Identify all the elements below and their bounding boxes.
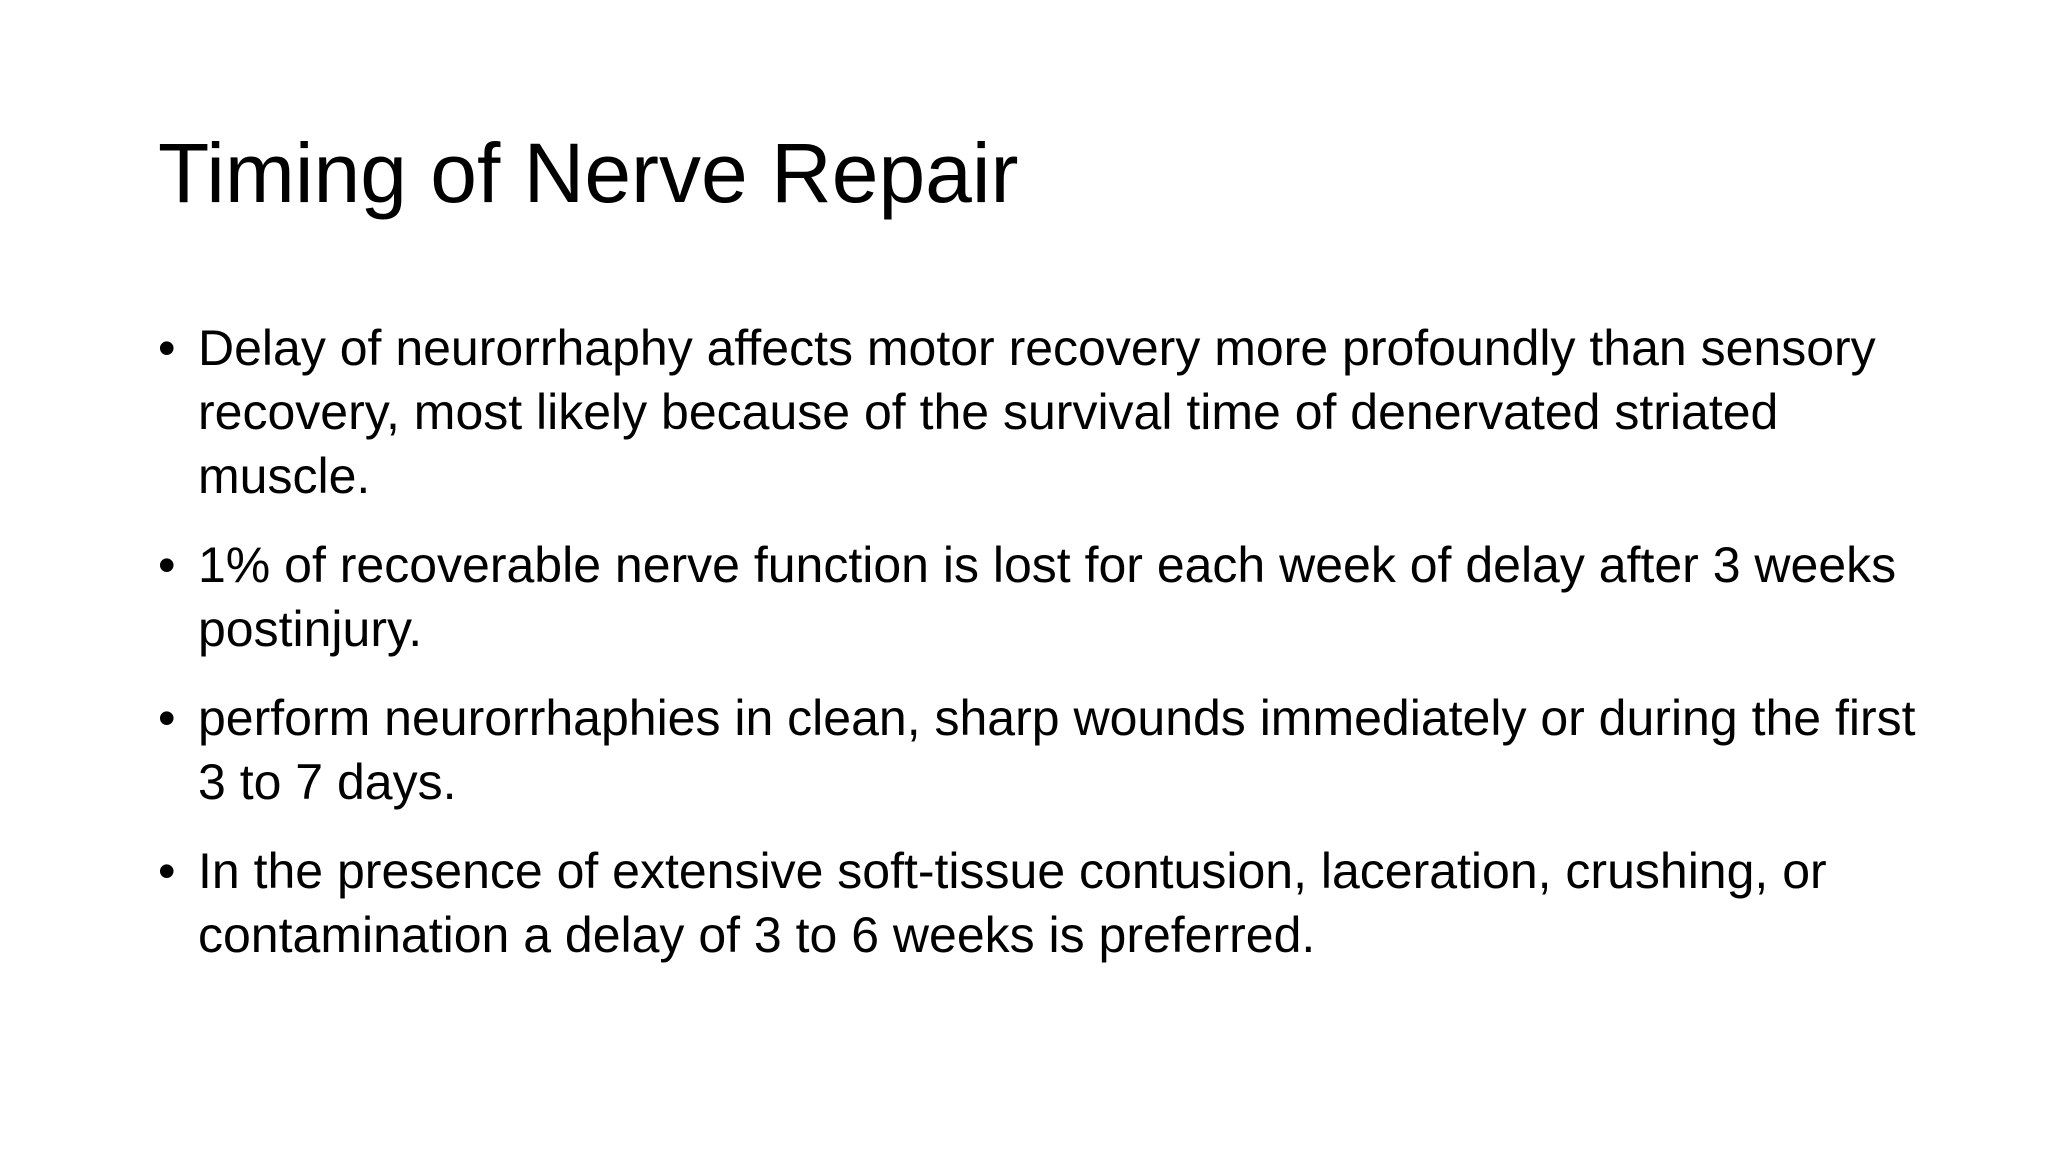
bullet-dot-icon: • (158, 843, 176, 899)
bullet-item (158, 533, 1918, 661)
bullet-dot-icon: • (158, 690, 176, 746)
bullet-text: 1% of recoverable nerve function is lost for each week of delay after 3 weeks postinjury. (198, 537, 1897, 657)
bullet-dot-icon: • (158, 537, 176, 593)
bullet-text: In the presence of extensive soft-tissue contusion, laceration, crushing, or contamination a delay of 3 to 6 weeks is preferred. (198, 843, 1827, 963)
bullet-dot-icon: • (158, 320, 176, 376)
bullet-item (158, 316, 1918, 508)
bullet-text: Delay of neurorrhaphy affects motor recovery more profoundly than sensory recovery, most likely because of the survival time of denervated striated muscle. (198, 320, 1876, 504)
bullet-item (158, 839, 1918, 967)
slide-title: Timing of Nerve Repair (158, 126, 1019, 220)
bullet-item (158, 686, 1918, 814)
bullet-list (158, 316, 1918, 992)
bullet-text: perform neurorrhaphies in clean, sharp wounds immediately or during the first 3 to 7 days. (198, 690, 1916, 810)
